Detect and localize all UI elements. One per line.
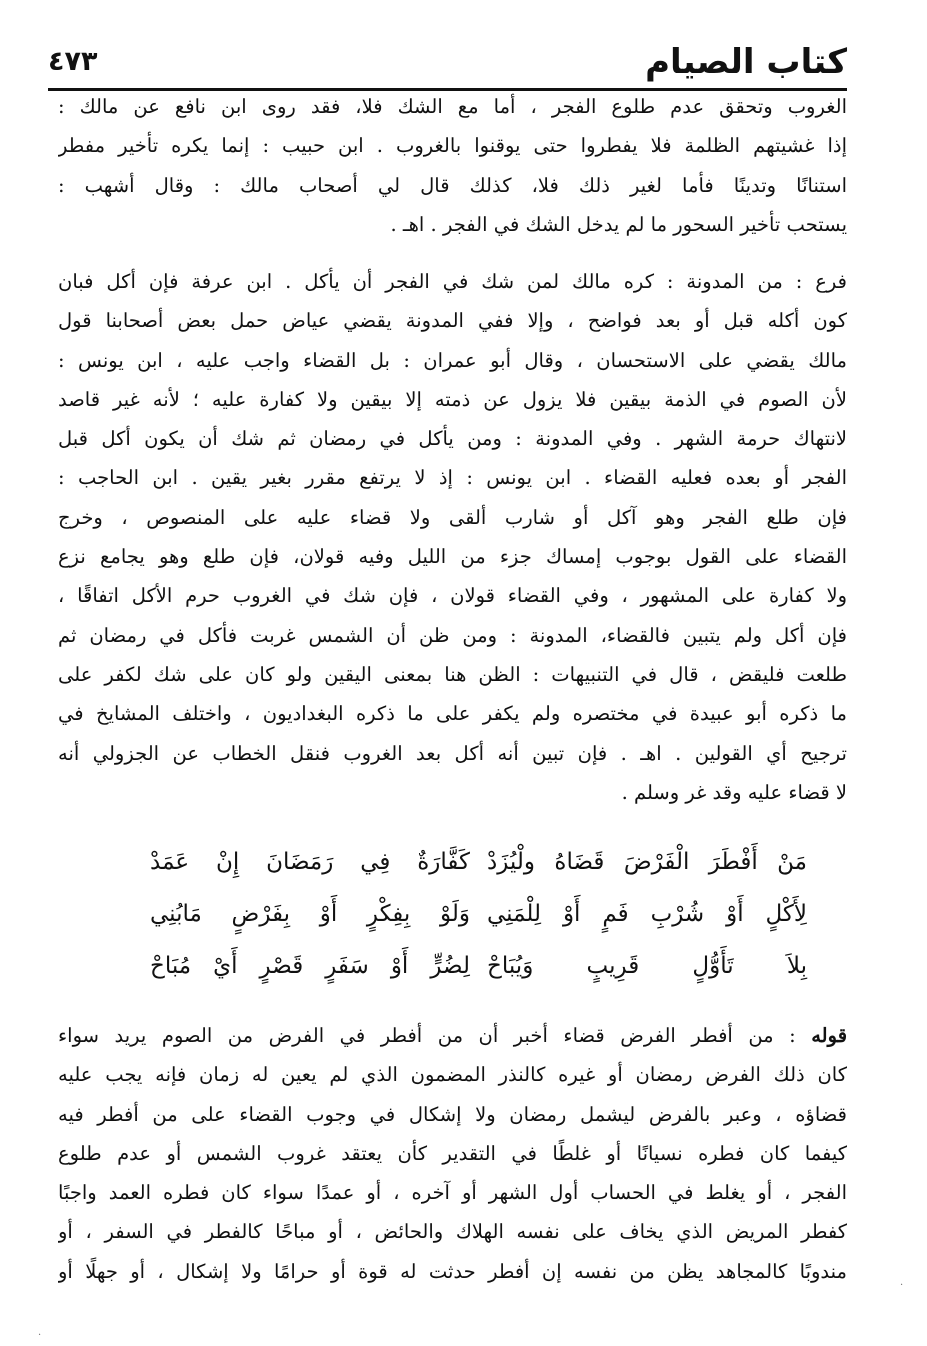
verse-right-hemistich: بِلاَ تَأَوُّلٍ قَرِيبٍ وَيُبَاحْ [487, 953, 807, 979]
text-line: يستحب تأخير السحور ما لم يدخل الشك في الفجر . اهـ . [390, 212, 847, 236]
text-line: لا قضاء عليه وقد غر وسلم . [621, 780, 847, 804]
text-line: ترجيح أي القولين . اهـ . فإن تبين أنه أكل بعد الغروب فنقل الخطاب عن الجزولي أنه [58, 741, 847, 765]
text-line: إذا غشيتهم الظلمة فلا يفطروا حتى يوقنوا بالغروب . ابن حبيب : إنما يكره تأخير مفطر [58, 134, 847, 158]
poem-verse [150, 888, 807, 940]
text-line: استنانًا وتدينًا فأما لغير ذلك فلا، كذلك قال لي أصحاب مالك : وقال أشهب : [58, 173, 847, 197]
text-line: ولا كفارة على المشهور ، وفي القضاء قولان ، فإن شك في الغروب حرم الأكل اتفاقًا ، [58, 584, 847, 608]
text-line: مندوبًا كالمجاهد يظن من نفسه إن أفطر حدثت له قوة أو حرامًا ولا إشكال ، أو جهلًا أو [58, 1259, 847, 1283]
text-line: طلعت فليقض ، قال في التنبيهات : الظن هنا بمعنى اليقين ولو كان على شك لكفر على [58, 662, 847, 686]
paragraph-3 [58, 1016, 847, 1291]
text-line: الغروب وتحقق عدم طلوع الفجر ، أما مع الشك فلا، فقد روى ابن نافع عن مالك : [58, 95, 847, 118]
verse-left-hemistich: كَفَّارَةٌ فِي رَمَضَانَ إِنْ عَمَدْ [150, 849, 470, 875]
page-header [48, 32, 847, 84]
text-line: فإن أكل ولم يتبين فالقضاء، المدونة : ومن ظن أن الشمس غربت فأكل في رمضان ثم [58, 623, 847, 647]
text-line: كان ذلك الفرض رمضان أو غيره كالنذر المضمون الذي لم يعين له زمان فإنه يجب عليه [58, 1063, 847, 1087]
text-line: الفجر ، أو يغلط في الحساب أول الشهر أو آخره ، أو عمدًا سواء كان فطره العمد واجبًا [58, 1181, 847, 1205]
text-line: قضاؤه ، وعبر بالفرض ليشمل رمضان ولا إشكال في وجوب القضاء على من أفطر فيه [58, 1102, 847, 1126]
text-line: فإن طلع الفجر وهو آكل أو شارب ألقى ولا قضاء عليه على المنصوص ، وخرج [58, 505, 847, 529]
verse-right-hemistich: لِأَكْلٍ أَوْ شُرْبِ فَمٍ أَوْ لِلْمَنِي [487, 901, 807, 927]
text-line: فرع : من المدونة : كره مالك لمن شك في الفجر أن يأكل . ابن عرفة فإن أكل فبان [58, 270, 847, 293]
poem-verse [150, 940, 807, 992]
chapter-title: كتاب الصيام [645, 42, 847, 82]
poem-verse [150, 836, 807, 888]
text-line [58, 1016, 847, 1055]
text-line: مالك يقضي على الاستحسان ، وقال أبو عمران : بل القضاء واجب عليه ، ابن يونس : [58, 348, 847, 372]
text-line-rest: : من أفطر الفرض قضاء أخبر أن من أفطر في الفرض من الصوم يريد سواء [58, 1024, 796, 1047]
text-line: لأن الصوم في الذمة بيقين فلا يزول عن ذمته إلا بيقين ولا كفارة عليه ؛ لأنه غير قاصد [58, 387, 847, 411]
poem [150, 836, 807, 992]
verse-left-hemistich: لِضُرٍّ أَوْ سَفَرٍ قَصْرٍ أَيْ مُبَاحْ [150, 953, 470, 979]
text-line: ما ذكره أبو عبيدة في مختصره ولم يكفر على ما ذكره البغداديون ، واختلف المشايخ في [58, 702, 847, 726]
scan-speck: · [38, 1330, 42, 1341]
commentary-lead: قوله [811, 1024, 847, 1047]
text-line: الفجر أو بعده فعليه القضاء . ابن يونس : إذ لا يرتفع مقرر بغير يقين . ابن الحاجب : [58, 466, 847, 490]
paragraph-2 [58, 262, 847, 812]
verse-right-hemistich: مَنْ أَفْطَرَ الْفَرْضَ قَضَاهُ ولْيُزَدْ [487, 849, 807, 875]
paragraph-1 [58, 87, 847, 244]
page-number: ٤٧٣ [48, 46, 98, 77]
verse-left-hemistich: وَلَوْ بِفِكْرٍ أَوْ بِفَرْضٍ مَابُنِي [150, 901, 470, 927]
scan-speck: · [900, 1280, 904, 1291]
text-line: كون أكله قبل أو بعد فواضح ، وإلا ففي المدونة يقضي عياض حمل بعض أصحابنا قول [58, 309, 847, 333]
text-line: القضاء على القول بوجوب إمساك جزء من الليل وفيه قولان، فإن طلع وهو يجامع نزع [58, 545, 847, 569]
text-line: لانتهاك حرمة الشهر . وفي المدونة : ومن يأكل في رمضان ثم شك أن يكون أكل قبل [58, 427, 847, 451]
text-line: كفطر المريض الذي يخاف على نفسه الهلاك والحائض ، أو مباحًا كالفطر في السفر ، أو [58, 1220, 847, 1244]
text-line: كيفما كان فطره نسيانًا أو غلطًا في التقدير كأن يعتقد غروب الشمس أو عدم طلوع [58, 1141, 847, 1165]
